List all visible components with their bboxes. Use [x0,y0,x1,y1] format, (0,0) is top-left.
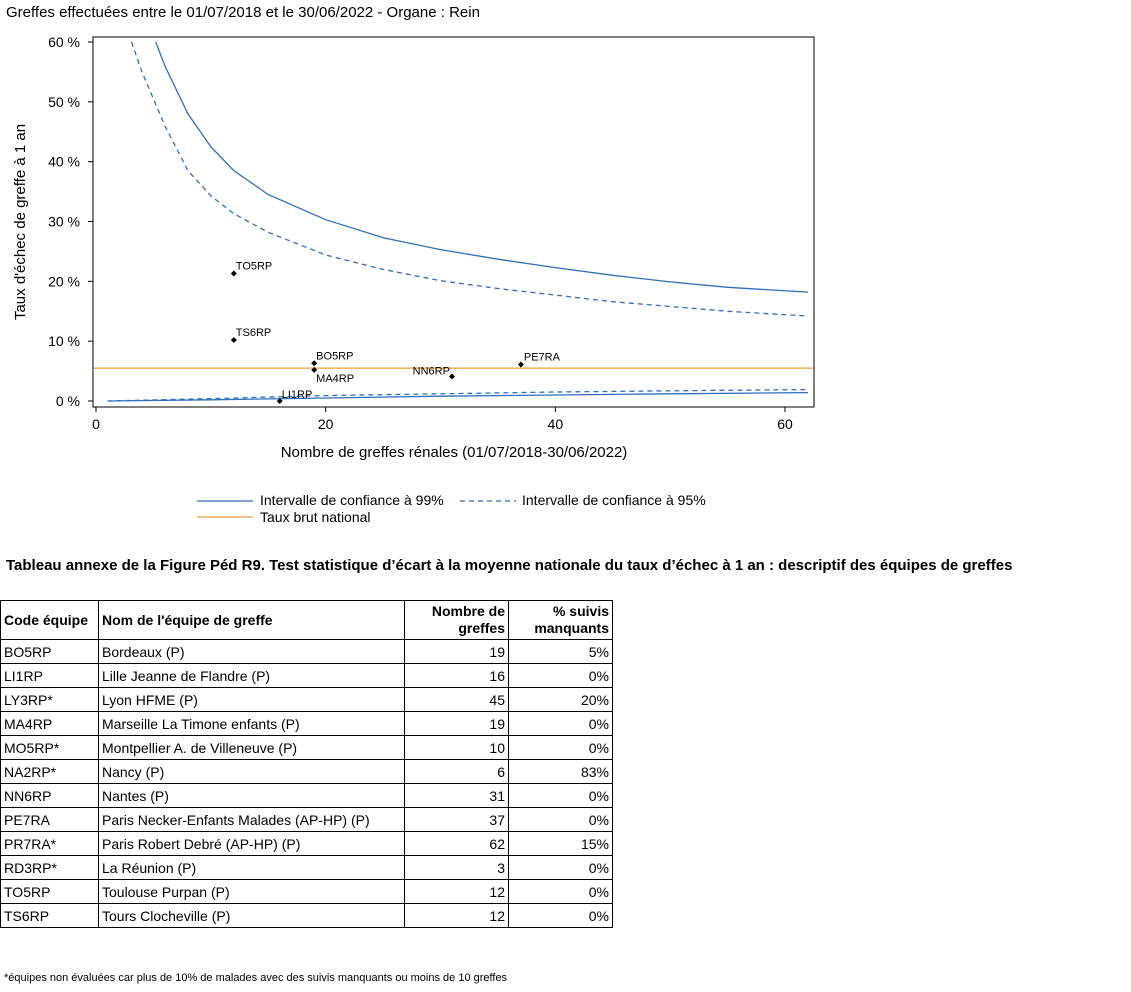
cell-missing: 0% [509,856,613,880]
cell-code: RD3RP* [1,856,99,880]
table-header-row [1,601,613,640]
table-row [1,904,613,928]
table-caption: Tableau annexe de la Figure Péd R9. Test statistique d’écart à la moyenne nationale du taux d’échec à 1 an : descriptif des équipes de greffes [6,557,1013,574]
cell-missing: 15% [509,832,613,856]
cell-name: Marseille La Timone enfants (P) [99,712,405,736]
legend-national-label: Taux brut national [260,509,371,525]
point-label: TO5RP [235,260,273,273]
table-row [1,736,613,760]
cell-name: Nantes (P) [99,784,405,808]
chart-title: Greffes effectuées entre le 01/07/2018 et le 30/06/2022 - Organe : Rein [6,4,480,21]
y-axis-label: Taux d'échec de greffe à 1 an [12,123,29,321]
cell-code: PE7RA [1,808,99,832]
footnote: *équipes non évaluées car plus de 10% de malades avec des suivis manquants ou moins de 10 greffes [4,972,508,984]
ci99-upper-line [156,42,808,292]
x-tick-label: 0 [92,416,100,432]
x-tick-label: 20 [317,416,334,432]
x-axis-label: Nombre de greffes rénales (01/07/2018-30/06/2022) [280,444,628,461]
cell-count: 31 [405,784,509,808]
cell-count: 19 [405,712,509,736]
cell-missing: 0% [509,712,613,736]
cell-missing: 20% [509,688,613,712]
cell-missing: 5% [509,640,613,664]
y-tick-label: 50 % [48,93,80,110]
cell-code: BO5RP [1,640,99,664]
header-missing [509,601,613,640]
cell-count: 45 [405,688,509,712]
table-row [1,784,613,808]
table-row [1,808,613,832]
table-row [1,760,613,784]
cell-count: 16 [405,664,509,688]
table-row [1,856,613,880]
cell-code: TS6RP [1,904,99,928]
cell-missing: 0% [509,736,613,760]
point-label: MA4RP [316,372,355,385]
cell-count: 6 [405,760,509,784]
ci99-lower-line [108,393,809,401]
table-row [1,712,613,736]
point-label: PE7RA [523,351,560,364]
cell-name: La Réunion (P) [99,856,405,880]
cell-missing: 0% [509,664,613,688]
cell-code: NA2RP* [1,760,99,784]
cell-code: MA4RP [1,712,99,736]
header-code: Code équipe [1,601,99,640]
header-name: Nom de l'équipe de greffe [99,601,405,640]
cell-name: Bordeaux (P) [99,640,405,664]
y-tick-label: 60 % [48,34,80,50]
header-count-line2: greffes [458,620,505,636]
legend-ci95-label: Intervalle de confiance à 95% [522,492,706,508]
table-row [1,880,613,904]
cell-missing: 0% [509,784,613,808]
point-label: TS6RP [235,326,272,339]
cell-count: 12 [405,880,509,904]
cell-missing: 0% [509,880,613,904]
cell-name: Montpellier A. de Villeneuve (P) [99,736,405,760]
cell-code: LI1RP [1,664,99,688]
cell-code: NN6RP [1,784,99,808]
cell-count: 62 [405,832,509,856]
point-label: BO5RP [316,350,354,363]
point-label: NN6RP [412,365,450,378]
y-tick-label: 30 % [48,213,80,230]
legend-ci99-label: Intervalle de confiance à 99% [260,492,444,508]
cell-name: Toulouse Purpan (P) [99,880,405,904]
table-row [1,832,613,856]
plot-frame [93,37,814,407]
y-tick-label: 40 % [48,153,80,170]
teams-table [0,600,613,928]
cell-name: Nancy (P) [99,760,405,784]
cell-missing: 0% [509,808,613,832]
y-tick-label: 10 % [48,333,80,350]
x-tick-label: 60 [777,416,793,432]
cell-code: MO5RP* [1,736,99,760]
cell-name: Paris Robert Debré (AP-HP) (P) [99,832,405,856]
cell-count: 10 [405,736,509,760]
cell-count: 37 [405,808,509,832]
scatter-chart [0,26,1131,536]
y-tick-label: 0 % [55,393,80,409]
header-missing-line2: manquants [534,620,609,636]
cell-name: Paris Necker-Enfants Malades (AP-HP) (P) [99,808,405,832]
cell-count: 12 [405,904,509,928]
cell-code: TO5RP [1,880,99,904]
table-row [1,688,613,712]
cell-name: Lyon HFME (P) [99,688,405,712]
table-row [1,664,613,688]
x-tick-label: 40 [547,416,564,432]
cell-count: 19 [405,640,509,664]
table-row [1,640,613,664]
header-count [405,601,509,640]
cell-code: LY3RP* [1,688,99,712]
cell-missing: 0% [509,904,613,928]
cell-code: PR7RA* [1,832,99,856]
cell-missing: 83% [509,760,613,784]
y-tick-label: 20 % [48,273,80,290]
header-count-line1: Nombre de [431,603,505,619]
cell-name: Tours Clocheville (P) [99,904,405,928]
point-label: LI1RP [281,389,313,401]
header-missing-line1: % suivis [552,603,609,619]
cell-name: Lille Jeanne de Flandre (P) [99,664,405,688]
cell-count: 3 [405,856,509,880]
